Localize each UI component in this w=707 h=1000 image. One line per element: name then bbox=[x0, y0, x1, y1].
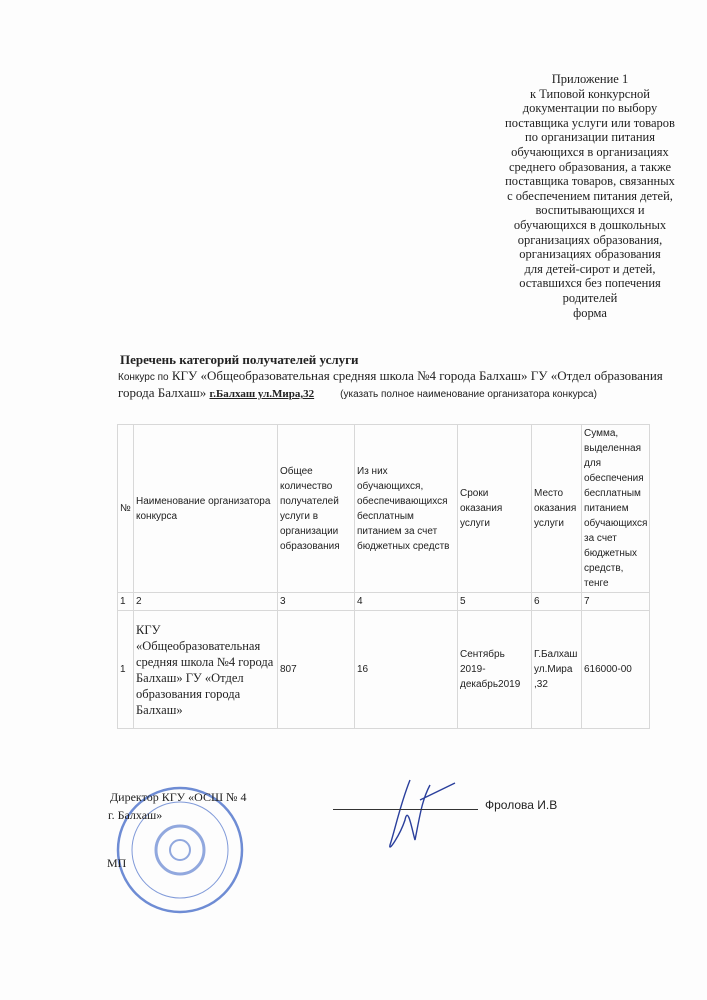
number-cell: 1 bbox=[118, 593, 134, 611]
appendix-line: поставщика товаров, связанных bbox=[505, 174, 675, 189]
table-row bbox=[118, 611, 650, 729]
appendix-header bbox=[480, 72, 700, 320]
document-title: Перечень категорий получателей услуги bbox=[120, 352, 359, 367]
contest-organizer: КГУ «Общеобразовательная средняя школа №4 города Балхаш» ГУ «Отдел образования города Балхаш» bbox=[118, 368, 663, 400]
appendix-line: обучающихся в организациях bbox=[511, 144, 669, 159]
number-cell: 3 bbox=[278, 593, 355, 611]
recipients-table bbox=[117, 424, 650, 729]
number-cell: 4 bbox=[355, 593, 458, 611]
appendix-line: с обеспечением питания детей, bbox=[507, 188, 673, 203]
header-cell: Сумма, выделенная для обеспечения бесплатным питанием обучающихся за счет бюджетных средств, тенге bbox=[582, 425, 650, 593]
table-header-row bbox=[118, 425, 650, 593]
header-cell: Сроки оказания услуги bbox=[458, 425, 532, 593]
appendix-line: по организации питания bbox=[525, 130, 655, 145]
appendix-line: воспитывающихся и bbox=[535, 203, 645, 218]
contest-prefix: Конкурс по bbox=[118, 372, 169, 383]
appendix-line: для детей-сирот и детей, bbox=[524, 261, 656, 276]
appendix-line: оставшихся без попечения bbox=[519, 276, 661, 291]
director-city: г. Балхаш» bbox=[108, 808, 163, 822]
header-cell: Общее количество получателей услуги в организации образования bbox=[278, 425, 355, 593]
appendix-line: обучающихся в дошкольных bbox=[513, 217, 667, 232]
number-cell: 5 bbox=[458, 593, 532, 611]
contest-description bbox=[118, 368, 698, 402]
header-cell: Наименование организатора конкурса bbox=[134, 425, 278, 593]
cell-organizer: КГУ «Общеобразовательная средняя школа №4 города Балхаш» ГУ «Отдел образования города Балхаш» bbox=[134, 611, 278, 729]
number-cell: 7 bbox=[582, 593, 650, 611]
appendix-line: поставщика услуги или товаров bbox=[505, 115, 675, 130]
cell-period: Сентябрь 2019-декабрь2019 bbox=[458, 611, 532, 729]
cell-amount: 616000-00 bbox=[582, 611, 650, 729]
director-title: Директор КГУ «ОСШ № 4 bbox=[110, 790, 247, 804]
header-cell: Место оказания услуги bbox=[532, 425, 582, 593]
header-cell: № bbox=[118, 425, 134, 593]
appendix-line: к Типовой конкурсной bbox=[530, 86, 650, 101]
column-number-row bbox=[118, 593, 650, 611]
contest-note: (указать полное наименование организатора конкурса) bbox=[340, 389, 597, 400]
appendix-line: форма bbox=[573, 305, 607, 320]
appendix-line: среднего образования, а также bbox=[508, 159, 672, 174]
appendix-line: организациях образования bbox=[519, 247, 661, 262]
cell-number: 1 bbox=[118, 611, 134, 729]
appendix-line: документации по выбору bbox=[522, 101, 658, 116]
cell-place: Г.Балхаш ул.Мира ,32 bbox=[532, 611, 582, 729]
contest-address: г.Балхаш ул.Мира,32 bbox=[209, 388, 315, 400]
number-cell: 2 bbox=[134, 593, 278, 611]
cell-free-meals: 16 bbox=[355, 611, 458, 729]
stamp-place-label: МП bbox=[107, 856, 127, 870]
appendix-line: организациях образования, bbox=[517, 232, 663, 247]
cell-total: 807 bbox=[278, 611, 355, 729]
number-cell: 6 bbox=[532, 593, 582, 611]
signature-line bbox=[333, 809, 478, 810]
director-name: Фролова И.В bbox=[485, 798, 558, 812]
handwritten-signature bbox=[360, 775, 460, 855]
header-cell: Из них обучающихся, обеспечивающихся бесплатным питанием за счет бюджетных средств bbox=[355, 425, 458, 593]
appendix-line: родителей bbox=[562, 290, 618, 305]
appendix-line: Приложение 1 bbox=[551, 72, 629, 86]
